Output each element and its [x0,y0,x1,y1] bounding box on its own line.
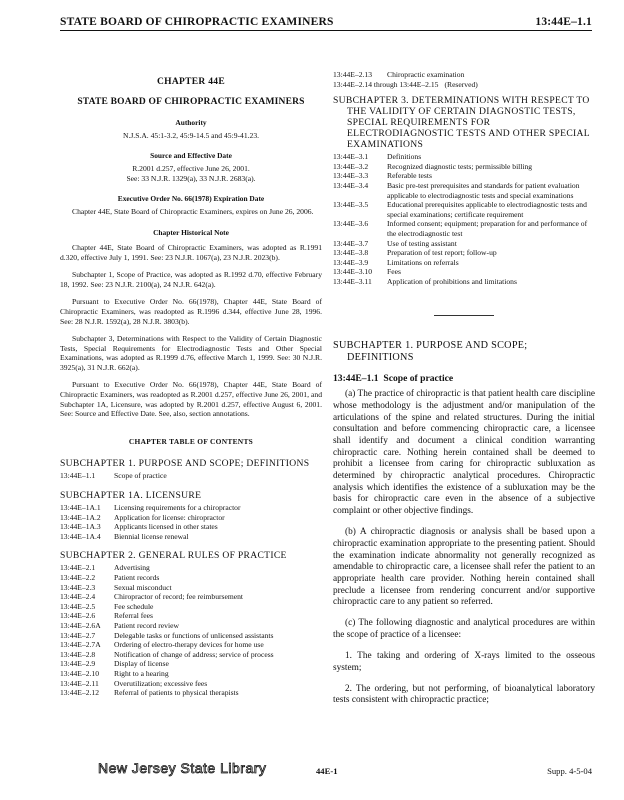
toc-entry [333,200,595,219]
toc-entry-number: 13:44E–2.5 [60,601,96,611]
toc-entry-number: 13:44E–3.5 [333,200,369,210]
toc-entry-title: Display of license [114,659,169,669]
toc-entry [60,688,322,698]
toc-entry-title: Chiropractic examination [387,70,465,79]
rule-title: Scope of practice [383,372,454,384]
toc-entry [60,573,322,583]
authority-heading: Authority [175,118,207,128]
toc-entry-title: Fees [387,267,401,277]
toc-entry-title: Fee schedule [114,601,154,611]
toc-entry [60,669,322,679]
library-stamp: New Jersey State Library [98,760,267,776]
toc-entry [333,248,595,258]
toc-subchapter-3-heading: SUBCHAPTER 3. DETERMINATIONS WITH RESPECT TO THE VALIDITY OF CERTAIN DIAGNOSTIC TESTS, SPECIAL REQUIREMENTS FOR ELECTRODIAGNOSTIC TESTS AND OTHER SPECIAL EXAMINATIONS [333,95,590,151]
toc-list-sub2-cont [333,70,595,89]
toc-entry-title: Recognized diagnostic tests; permissible billing [387,161,533,171]
toc-entry-number: 13:44E–2.1 [60,563,96,573]
toc-list-sub2 [60,563,322,697]
history-note-3: Pursuant to Executive Order No. 66(1978), Chapter 44E, State Board of Chiropractic Examiners, was readopted as R.1996 d.344, effective June 28, 1996. See: 28 N.J.R. 1592(a), 28 N.J.R. 3803(b). [60,297,322,326]
toc-entry-number: 13:44E–3.11 [333,276,372,286]
toc-entry-title: Applicants licensed in other states [114,522,218,532]
toc-entry [333,267,595,277]
right-column [333,70,595,716]
toc-entry [60,659,322,669]
authority-text: N.J.S.A. 45:1-3.2, 45:9-14.5 and 45:9-41.23. [122,130,260,140]
toc-entry [333,181,595,200]
history-heading: Chapter Historical Note [153,228,229,238]
paragraph-a: (a) The practice of chiropractic is that patient health care discipline whose methodology is the adjustment and/or manipulation of the articulations of the spine and related structures. During the initial consultation and before commencing chiropractic care, a licensee shall identify and document a clinical condition warranting chiropractic care. Nothing herein contained shall be deemed to prohibit a licensee from caring for chiropractic subluxation as determined by chiropractic analytical procedures. Chiropractic analysis which identifies the existence of a subluxation may be the basis for chiropractic care even in the absence of a subjective complaint or other objective findings. [333,389,595,517]
page-number: 44E-1 [316,766,338,776]
toc-entry-title: Basic pre-test prerequisites and standards for patient evaluation applicable to electrodiagnostic tests and special examinations [387,180,580,200]
source-line-1: R.2001 d.257, effective June 26, 2001. [132,163,250,173]
toc-entry [333,258,595,268]
toc-entry-title: Preparation of test report; follow-up [387,248,497,258]
toc-entry-number: 13:44E–2.4 [60,592,96,602]
toc-entry-title: Biennial license renewal [114,531,189,541]
page-footer [60,762,592,782]
toc-entry-title: Referral of patients to physical therapists [114,688,239,698]
toc-entry-title: Right to a hearing [114,668,169,678]
source-line-2: See: 33 N.J.R. 1329(a), 33 N.J.R. 2683(a). [126,173,256,183]
paragraph-c: (c) The following diagnostic and analytical procedures are within the scope of practice of a licensee: [333,618,595,641]
toc-entry-number: 13:44E–2.13 [333,70,373,79]
toc-entry [60,650,322,660]
toc-entry-title: Ordering of electro-therapy devices for home use [114,640,264,650]
toc-entry-number: 13:44E–3.1 [333,152,369,162]
toc-entry-title: Informed consent; equipment; preparation for and performance of the electrodiagnostic test [387,219,588,238]
toc-entry-number: 13:44E–3.4 [333,180,369,190]
history-note-2: Subchapter 1, Scope of Practice, was adopted as R.1992 d.70, effective February 18, 1992. See: 23 N.J.R. 2100(a), 24 N.J.R. 642(a). [60,270,322,289]
subchapter-1-heading-line-1: SUBCHAPTER 1. PURPOSE AND SCOPE; [333,339,528,351]
toc-entry [60,592,322,602]
toc-entry-title: Overutilization; excessive fees [114,678,208,688]
board-title: STATE BOARD OF CHIROPRACTIC EXAMINERS [77,96,305,107]
toc-entry [60,513,322,523]
toc-entry-number: 13:44E–2.14 through 13:44E–2.15 [333,79,439,89]
paragraph-c-item-2: 2. The ordering, but not performing, of bioanalytical laboratory tests consistent with chiropractic practice; [333,683,595,706]
running-header-section: 13:44E–1.1 [535,16,592,28]
toc-entry-number: 13:44E–3.9 [333,257,369,267]
toc-entry-number: 13:44E–1A.1 [60,503,101,513]
toc-entry [60,471,322,481]
toc-subchapter-1-heading: SUBCHAPTER 1. PURPOSE AND SCOPE; DEFINITIONS [60,458,310,470]
toc-list-sub3 [333,152,595,286]
history-note-4: Subchapter 3, Determinations with Respect to the Validity of Certain Diagnostic Tests, Special Requirements for Electrodiagnostic Tests and Other Special Examinations, was adopted as R.1999 d.76, effective March 1, 1999. See: 30 N.J.R. 3925(a), 31 N.J.R. 662(a). [60,334,322,372]
toc-entry [333,152,595,162]
paragraph-c-item-1: 1. The taking and ordering of X-rays limited to the osseous system; [333,651,595,673]
toc-entry-number: 13:44E–1A.4 [60,531,101,541]
toc-entry-title: Notification of change of address; service of process [114,649,274,659]
source-heading: Source and Effective Date [150,151,232,161]
toc-entry-number: 13:44E–2.7 [60,630,96,640]
toc-entry-number: 13:44E–1.1 [60,471,96,481]
toc-entry-title: Patient record review [114,620,179,630]
toc-entry-number: 13:44E–3.10 [333,267,373,277]
toc-entry-title: Advertising [114,563,150,573]
supplement-date: Supp. 4-5-04 [547,766,592,776]
toc-entry [333,70,595,80]
toc-entry-number: 13:44E–3.2 [333,161,369,171]
toc-entry-title: Use of testing assistant [387,238,457,248]
paragraph-b: (b) A chiropractic diagnosis or analysis shall be based upon a chiropractic examination appropriate to the presenting patient. Should the examination indicate abnormality not generally recognized as amendable to chiropractic care, a licensee shall refer the patient to an appropriate health care provider. Nothing herein contained shall preclude a licensee from rendering concurrent and/or supportive chiropractic care to any patient so referred. [333,527,595,608]
toc-list-sub1a [60,503,322,541]
toc-entry [333,80,595,90]
toc-entry-title: Limitations on referrals [387,257,459,267]
toc-entry-number: 13:44E–1A.3 [60,522,101,532]
history-note-1: Chapter 44E, State Board of Chiropractic Examiners, was adopted as R.1991 d.320, effective July 1, 1991. See: 23 N.J.R. 1067(a), 23 N.J.R. 2023(b). [60,242,322,262]
running-header-title: STATE BOARD OF CHIROPRACTIC EXAMINERS [60,16,334,28]
toc-entry-number: 13:44E–2.10 [60,668,100,678]
toc-subchapter-2-heading: SUBCHAPTER 2. GENERAL RULES OF PRACTICE [60,550,287,562]
toc-entry-title: Chiropractor of record; fee reimbursement [114,592,244,602]
toc-entry [60,532,322,542]
toc-entry-title: Patient records [114,573,160,582]
toc-entry [60,503,322,513]
toc-entry-title: Licensing requirements for a chiropractor [114,503,241,513]
toc-entry-number: 13:44E–2.11 [60,678,99,688]
toc-entry [60,621,322,631]
toc-entry-title: Educational prerequisites applicable to electrodiagnostic tests and special examinations; certificate requirement [387,200,587,219]
toc-entry-number: 13:44E–2.6 [60,611,96,621]
toc-entry-title: Referable tests [387,171,432,181]
chapter-title: CHAPTER 44E [157,77,225,87]
toc-entry-number: 13:44E–3.7 [333,238,369,248]
toc-list-sub1 [60,471,322,481]
toc-entry [333,239,595,249]
toc-entry-title: Sexual misconduct [114,582,172,592]
toc-entry [333,219,595,238]
toc-entry [60,602,322,612]
toc-entry [60,522,322,532]
toc-entry-number: 13:44E–3.8 [333,248,369,258]
toc-entry-title: Application for license: chiropractor [114,512,225,522]
rule-heading [333,374,595,384]
toc-entry-title: Definitions [387,152,422,162]
toc-entry [60,563,322,573]
header-rule [60,30,592,31]
toc-entry-number: 13:44E–3.3 [333,171,369,181]
toc-entry-title: Application of prohibitions and limitations [387,276,517,286]
toc-entry-number: 13:44E–2.2 [60,573,96,582]
toc-entry-title: (Reserved) [444,79,478,89]
subchapter-1-heading-line-2: DEFINITIONS [347,351,414,363]
toc-entry [60,679,322,689]
toc-entry [333,162,595,172]
section-separator [434,315,494,316]
toc-entry-number: 13:44E–1A.2 [60,512,101,522]
subchapter-1-heading [333,340,595,364]
toc-entry [60,640,322,650]
toc-entry-number: 13:44E–2.8 [60,649,96,659]
toc-entry-title: Referral fees [114,611,153,621]
toc-entry-number: 13:44E–2.6A [60,620,101,630]
rule-number: 13:44E–1.1 [333,372,379,384]
toc-entry-title: Scope of practice [114,471,167,481]
left-column [60,44,322,698]
toc-entry [60,631,322,641]
toc-entry-number: 13:44E–2.7A [60,640,101,650]
toc-heading: CHAPTER TABLE OF CONTENTS [128,436,254,446]
toc-entry [60,583,322,593]
toc-entry [333,277,595,287]
toc-entry-number: 13:44E–2.12 [60,688,100,698]
toc-entry-number: 13:44E–3.6 [333,219,369,229]
toc-entry-number: 13:44E–2.9 [60,659,96,669]
toc-entry-number: 13:44E–2.3 [60,582,96,592]
toc-entry-title: Delegable tasks or functions of unlicensed assistants [114,630,274,640]
running-header [60,6,592,28]
history-note-5: Pursuant to Executive Order No. 66(1978), Chapter 44E, State Board of Chiropractic Examiners, was readopted as R.2001 d.257, effective June 26, 2001, and Subchapter 1A, Licensure, was adopted by R.2001 d.257, effective August 6, 2001. See: Source and Effective Date. See, also, section annotations. [60,380,322,419]
eo-heading: Executive Order No. 66(1978) Expiration Date [117,194,265,204]
toc-entry [60,611,322,621]
toc-entry [333,171,595,181]
toc-subchapter-1a-heading: SUBCHAPTER 1A. LICENSURE [60,490,202,502]
eo-text: Chapter 44E, State Board of Chiropractic Examiners, expires on June 26, 2006. [72,206,314,216]
